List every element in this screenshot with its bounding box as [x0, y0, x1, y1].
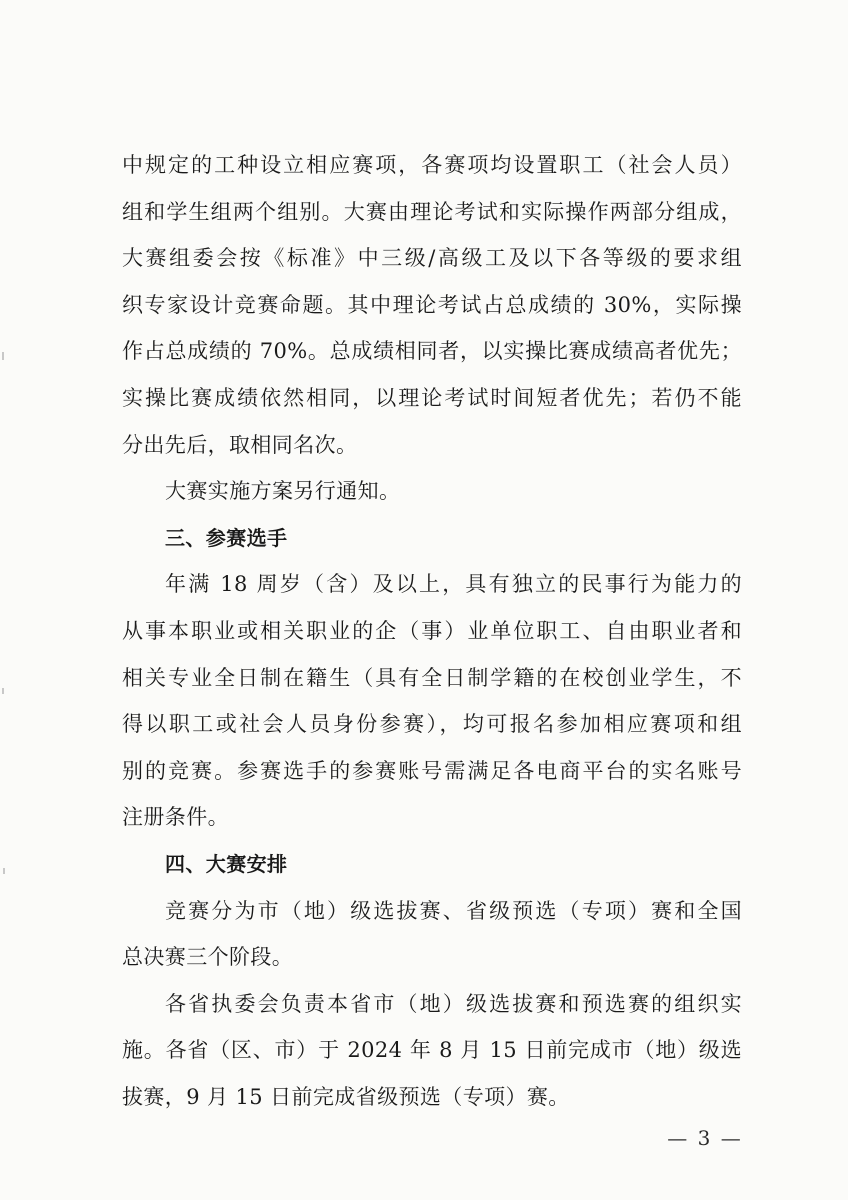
text-line: 各省执委会负责本省市（地）级选拔赛和预选赛的组织实 [165, 991, 742, 1016]
paragraph-notice [122, 468, 742, 515]
text-line: 组和学生组两个组别。大赛由理论考试和实际操作两部分组成， [122, 199, 742, 224]
text-line: 实操比赛成绩依然相同，以理论考试时间短者优先；若仍不能 [122, 385, 742, 410]
paragraph-rules [122, 142, 742, 468]
paragraph-participants [122, 561, 742, 841]
text-line: 大赛组委会按《标准》中三级/高级工及以下各等级的要求组 [122, 246, 742, 271]
paragraph-stages [122, 888, 742, 981]
text-line: 织专家设计竞赛命题。其中理论考试占总成绩的 30%，实际操 [122, 292, 742, 317]
scan-mark [3, 868, 5, 874]
text-line: 分出先后，取相同名次。 [122, 432, 358, 457]
text-line: 年满 18 周岁（含）及以上，具有独立的民事行为能力的 [165, 572, 742, 597]
text-line: 拔赛，9 月 15 日前完成省级预选（专项）赛。 [122, 1084, 570, 1109]
text-line: 施。各省（区、市）于 2024 年 8 月 15 日前完成市（地）级选 [122, 1038, 742, 1063]
document-body [122, 142, 742, 1120]
text-line: 从事本职业或相关职业的企（事）业单位职工、自由职业者和 [122, 618, 742, 643]
text-line: 大赛实施方案另行通知。 [165, 479, 401, 504]
section-heading-schedule: 四、大赛安排 [165, 851, 288, 876]
text-line: 注册条件。 [122, 805, 229, 830]
section-heading-participants: 三、参赛选手 [165, 525, 288, 550]
paragraph-deadlines [122, 981, 742, 1121]
text-line: 相关专业全日制在籍生（具有全日制学籍的在校创业学生，不 [122, 665, 742, 690]
scan-mark [2, 688, 4, 694]
text-line: 总决赛三个阶段。 [122, 945, 294, 970]
text-line: 中规定的工种设立相应赛项，各赛项均设置职工（社会人员） [122, 153, 742, 177]
scan-mark [2, 352, 4, 360]
text-line: 别的竞赛。参赛选手的参赛账号需满足各电商平台的实名账号 [122, 758, 742, 783]
page-number: — 3 — [667, 1126, 743, 1150]
text-line: 作占总成绩的 70%。总成绩相同者，以实操比赛成绩高者优先； [122, 339, 742, 364]
text-line: 竞赛分为市（地）级选拔赛、省级预选（专项）赛和全国 [165, 898, 742, 923]
text-line: 得以职工或社会人员身份参赛），均可报名参加相应赛项和组 [122, 712, 742, 737]
